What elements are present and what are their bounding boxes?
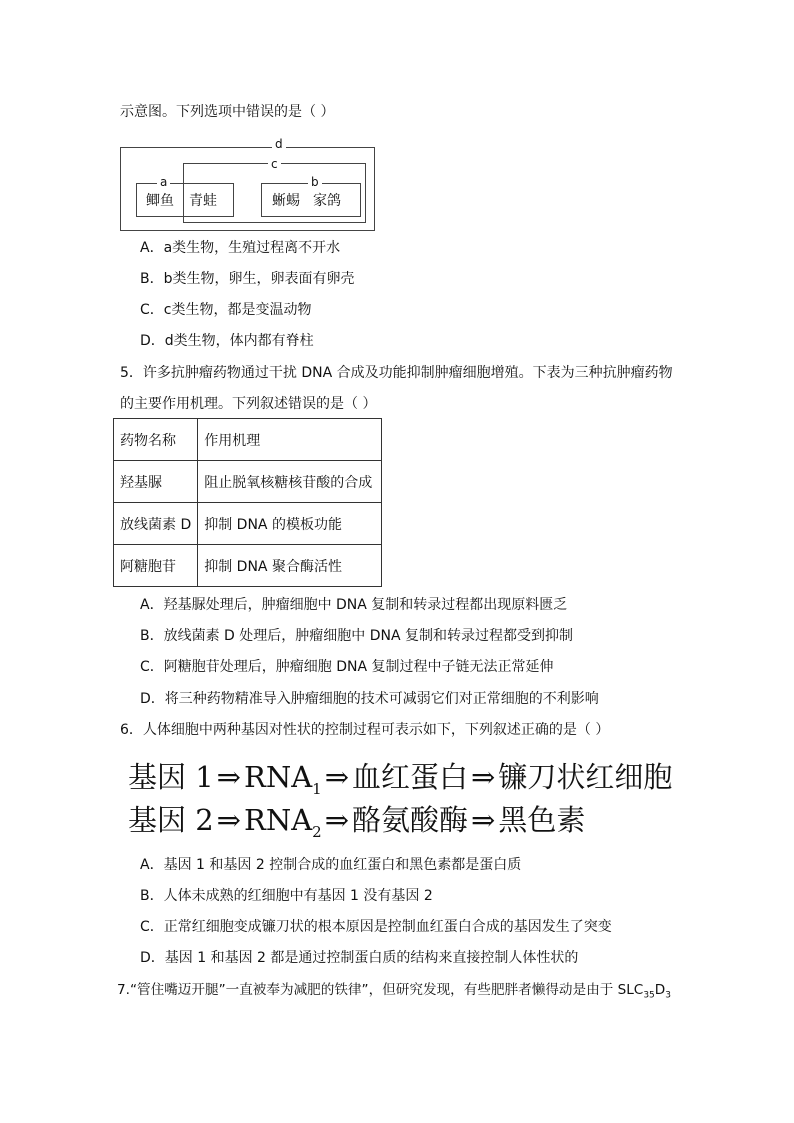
q5-option-d: D．将三种药物精准导入肿瘤细胞的技术可减弱它们对正常细胞的不利影响 [140, 691, 599, 707]
rna2-subscript: 2 [312, 822, 322, 841]
q4-option-a: A．a类生物，生殖过程离不开水 [140, 240, 341, 256]
table-header-drug: 药物名称 [114, 419, 198, 461]
q6-option-a: A．基因 1 和基因 2 控制合成的血红蛋白和黑色素都是蛋白质 [140, 857, 522, 873]
arrow-icon: ⇒ [216, 760, 241, 794]
tyrosinase-label: 酪氨酸酶 [352, 803, 469, 837]
arrow-icon: ⇒ [324, 760, 349, 794]
q4-stem-end: 示意图。下列选项中错误的是（ ） [120, 104, 335, 120]
set-d-label: d [272, 138, 286, 150]
q5-option-b: B．放线菌素 D 处理后，肿瘤细胞中 DNA 复制和转录过程都受到抑制 [140, 628, 574, 644]
arrow-icon: ⇒ [471, 760, 496, 794]
rna1-subscript: 1 [312, 779, 322, 798]
table-cell-mechanism: 抑制 DNA 聚合酶活性 [198, 545, 382, 587]
set-a-item-frog: 青蛙 [189, 193, 217, 209]
set-c-label: c [268, 158, 281, 170]
rna2-label: RNA [243, 803, 313, 837]
q4-option-c: C．c类生物，都是变温动物 [140, 302, 312, 318]
q5-option-a: A．羟基脲处理后，肿瘤细胞中 DNA 复制和转录过程都出现原料匮乏 [140, 597, 568, 613]
set-a-item-crucian-carp: 鲫鱼 [146, 193, 174, 209]
q7-subscript-3: 3 [665, 990, 671, 1001]
table-row [114, 461, 382, 503]
q5-stem-line1: 5．许多抗肿瘤药物通过干扰 DNA 合成及功能抑制肿瘤细胞增殖。下表为三种抗肿瘤药物 [120, 365, 673, 381]
gene2-pathway-formula [128, 803, 585, 849]
table-cell-drug: 阿糖胞苷 [114, 545, 198, 587]
q7-subscript-35: 35 [643, 990, 655, 1001]
table-cell-drug: 羟基脲 [114, 461, 198, 503]
set-b-item-pigeon: 家鸽 [313, 193, 341, 209]
set-b-item-lizard: 蜥蜴 [272, 193, 300, 209]
table-row [114, 545, 382, 587]
q6-option-b: B．人体未成熟的红细胞中有基因 1 没有基因 2 [140, 888, 433, 904]
rna1-label: RNA [243, 760, 313, 794]
arrow-icon: ⇒ [471, 803, 496, 837]
hemoglobin-label: 血红蛋白 [352, 760, 469, 794]
table-cell-drug: 放线菌素 D [114, 503, 198, 545]
table-row [114, 503, 382, 545]
table-header-row [114, 419, 382, 461]
gene2-label: 基因 2 [128, 803, 214, 837]
table-header-mechanism: 作用机理 [198, 419, 382, 461]
arrow-icon: ⇒ [216, 803, 241, 837]
set-a-label: a [157, 176, 170, 188]
q7-stem-text: 7.“管住嘴迈开腿”一直被奉为减肥的铁律”，但研究发现，有些肥胖者懒得动是由于 SLC [117, 982, 644, 998]
q4-option-d: D．d类生物，体内都有脊柱 [140, 333, 314, 349]
q5-option-c: C．阿糖胞苷处理后，肿瘤细胞 DNA 复制过程中子链无法正常延伸 [140, 659, 554, 675]
q4-option-b: B．b类生物，卵生，卵表面有卵壳 [140, 271, 355, 287]
set-b-label: b [308, 176, 322, 188]
gene1-label: 基因 1 [128, 760, 214, 794]
table-cell-mechanism: 抑制 DNA 的模板功能 [198, 503, 382, 545]
q6-option-d: D．基因 1 和基因 2 都是通过控制蛋白质的结构来直接控制人体性状的 [140, 950, 579, 966]
arrow-icon: ⇒ [324, 803, 349, 837]
melanin-label: 黑色素 [498, 803, 586, 837]
table-cell-mechanism: 阻止脱氧核糖核苷酸的合成 [198, 461, 382, 503]
drug-mechanism-table [113, 418, 382, 587]
q7-gene-letter: D [654, 982, 666, 998]
q7-stem [117, 981, 671, 1005]
sickle-cell-label: 镰刀状红细胞 [498, 760, 673, 794]
q6-stem: 6．人体细胞中两种基因对性状的控制过程可表示如下，下列叙述正确的是（ ） [120, 722, 610, 738]
q6-option-c: C．正常红细胞变成镰刀状的根本原因是控制血红蛋白合成的基因发生了突变 [140, 919, 612, 935]
q5-stem-line2: 的主要作用机理。下列叙述错误的是（ ） [120, 396, 377, 412]
gene1-pathway-formula [128, 760, 672, 806]
